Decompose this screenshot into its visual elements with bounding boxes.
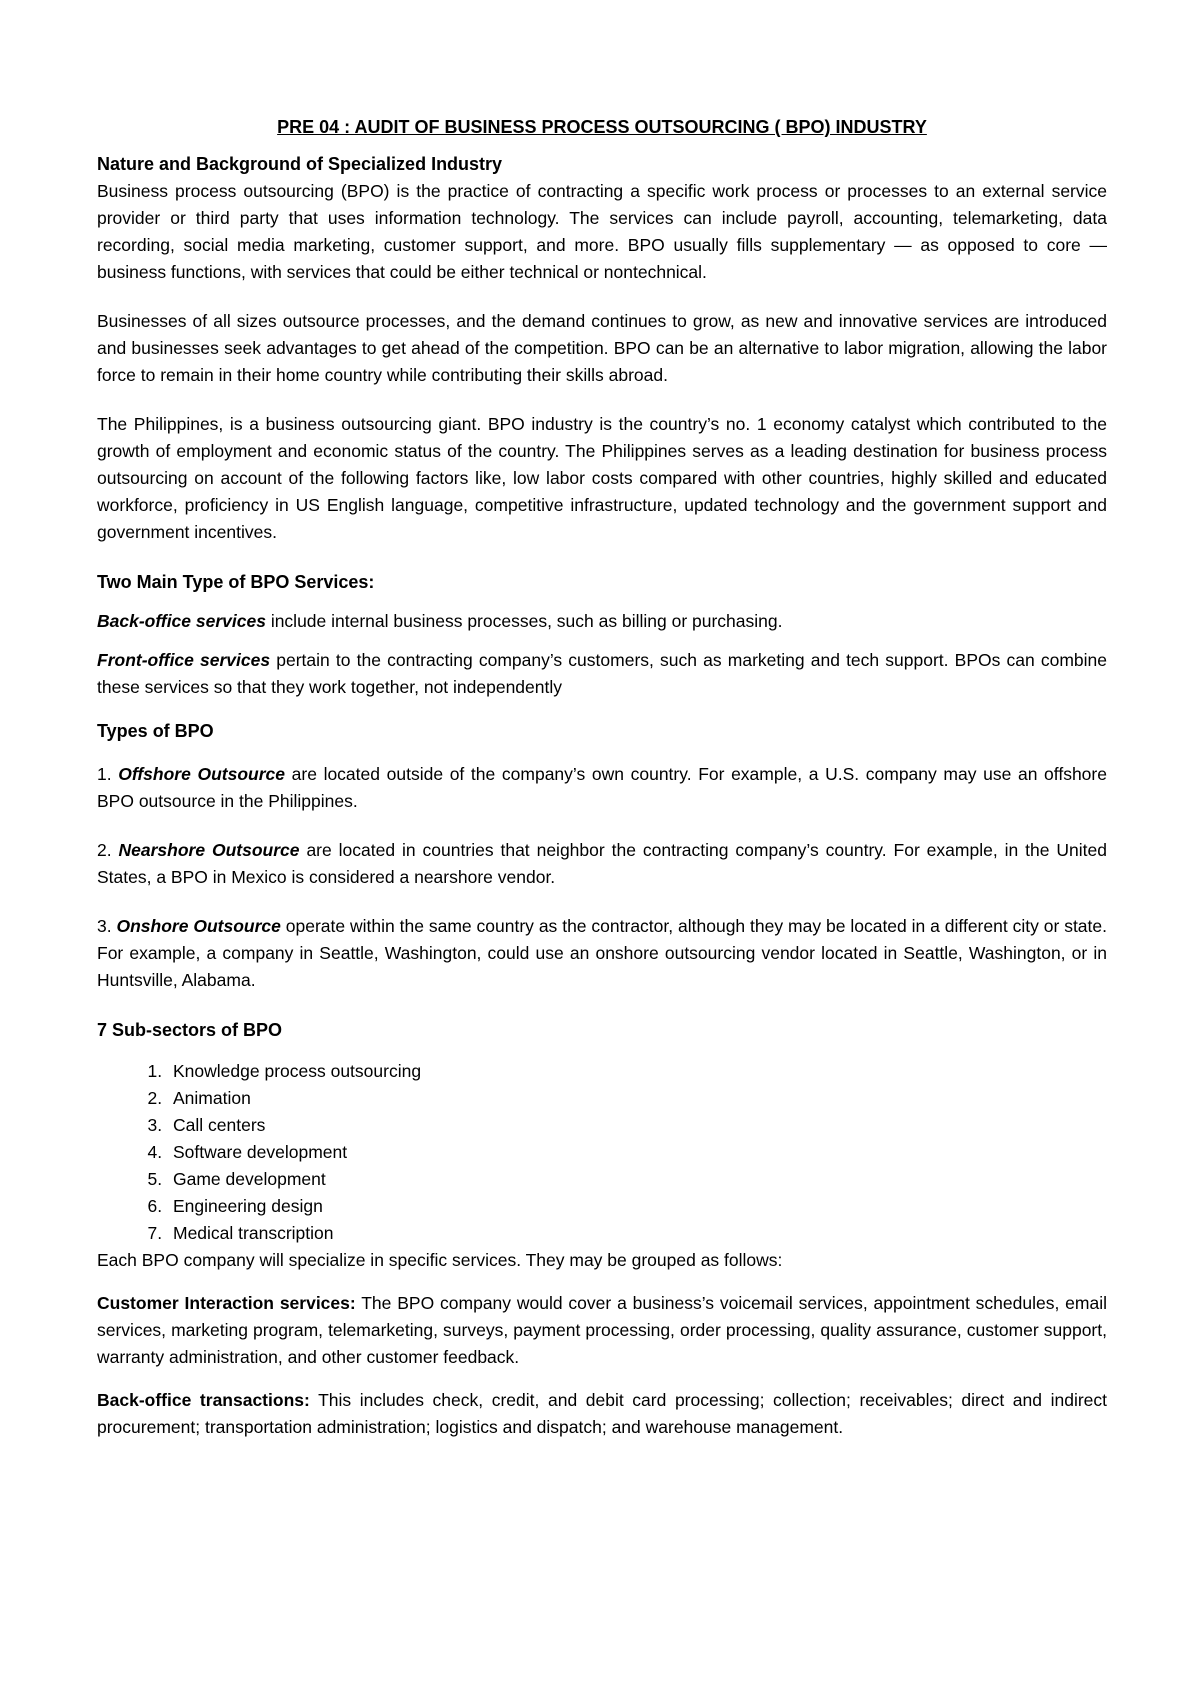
nature-paragraph-1: Business process outsourcing (BPO) is the practice of contracting a specific work process or processes to an external service provider or third party that uses information technology. The services can include payroll, accounting, telemarketing, data recording, social media marketing, customer support, and more. BPO usually fills supplementary — as opposed to core — business functions, with services that could be either technical or nontechnical.: [97, 181, 1107, 282]
back-office-services-text: include internal business processes, such as billing or purchasing.: [265, 611, 783, 631]
nature-paragraph-2: Businesses of all sizes outsource processes, and the demand continues to grow, as new and innovative services are introduced and businesses seek advantages to get ahead of the competition. BPO can be an alternative to labor migration, allowing the labor force to remain in their home country while contributing their skills abroad.: [97, 311, 1107, 385]
type-item-text: operate within the same country as the contractor, although they may be located in a different city or state. For example, a company in Seattle, Washington, could use an onshore outsourcing vendor located in Seattle, Washington, or in Huntsville, Alabama.: [97, 916, 1107, 990]
back-office-transactions-paragraph: [97, 1387, 1107, 1441]
front-office-services-term: Front-office services: [97, 650, 271, 670]
type-item-text: are located in countries that neighbor the contracting company’s country. For example, in the United States, a BPO in Mexico is considered a nearshore vendor.: [97, 840, 1107, 887]
onshore-outsource-term: Onshore Outsource: [116, 916, 281, 936]
document-page: [97, 112, 1107, 1441]
back-office-services-term: Back-office services: [97, 611, 266, 631]
list-item: 6. Engineering design: [167, 1193, 1107, 1220]
customer-interaction-paragraph: [97, 1290, 1107, 1371]
back-office-transactions-text: This includes check, credit, and debit card processing; collection; receivables; direct and indirect procurement; transportation administration; logistics and dispatch; and warehouse management.: [97, 1390, 1108, 1437]
subsectors-heading: 7 Sub-sectors of BPO: [97, 1020, 283, 1040]
list-item: 5. Game development: [167, 1166, 1107, 1193]
offshore-outsource-term: Offshore Outsource: [118, 764, 285, 784]
nature-heading: Nature and Background of Specialized Industry: [97, 154, 503, 174]
type-item-nearshore: [97, 837, 1107, 891]
two-main-types-heading: Two Main Type of BPO Services:: [97, 572, 375, 592]
list-item: 7. Medical transcription: [167, 1220, 1107, 1247]
list-item: 1. Knowledge process outsourcing: [167, 1058, 1107, 1085]
customer-interaction-text: The BPO company would cover a business’s voicemail services, appointment schedules, email services, marketing program, telemarketing, surveys, payment processing, order processing, quality assurance, customer support, warranty administration, and other customer feedback.: [97, 1293, 1107, 1367]
subsectors-list: [97, 1058, 1107, 1247]
type-item-offshore: [97, 761, 1107, 815]
type-item-number: 2.: [97, 840, 119, 860]
list-item: 4. Software development: [167, 1139, 1107, 1166]
back-office-services-paragraph: [97, 608, 1107, 635]
type-item-number: 1.: [97, 764, 119, 784]
nearshore-outsource-term: Nearshore Outsource: [118, 840, 300, 860]
customer-interaction-term: Customer Interaction services:: [97, 1293, 356, 1313]
back-office-transactions-term: Back-office transactions:: [97, 1390, 310, 1410]
front-office-services-text: pertain to the contracting company’s customers, such as marketing and tech support. BPOs can combine these services so that they work together, not independently: [97, 650, 1108, 697]
type-item-text: are located outside of the company’s own country. For example, a U.S. company may use an offshore BPO outsource in the Philippines.: [97, 764, 1107, 811]
type-item-onshore: [97, 913, 1107, 994]
list-item: 2. Animation: [167, 1085, 1107, 1112]
subsectors-after-text: Each BPO company will specialize in specific services. They may be grouped as follows:: [97, 1250, 783, 1270]
type-item-number: 3.: [97, 916, 117, 936]
types-of-bpo-heading: Types of BPO: [97, 721, 214, 741]
front-office-services-paragraph: [97, 647, 1107, 701]
document-title: PRE 04 : AUDIT OF BUSINESS PROCESS OUTSOURCING ( BPO) INDUSTRY: [277, 117, 927, 137]
nature-paragraph-3: The Philippines, is a business outsourcing giant. BPO industry is the country’s no. 1 economy catalyst which contributed to the growth of employment and economic status of the country. The Philippines serves as a leading destination for business process outsourcing on account of the following factors like, low labor costs compared with other countries, highly skilled and educated workforce, proficiency in US English language, competitive infrastructure, updated technology and the government support and government incentives.: [97, 414, 1107, 542]
list-item: 3. Call centers: [167, 1112, 1107, 1139]
